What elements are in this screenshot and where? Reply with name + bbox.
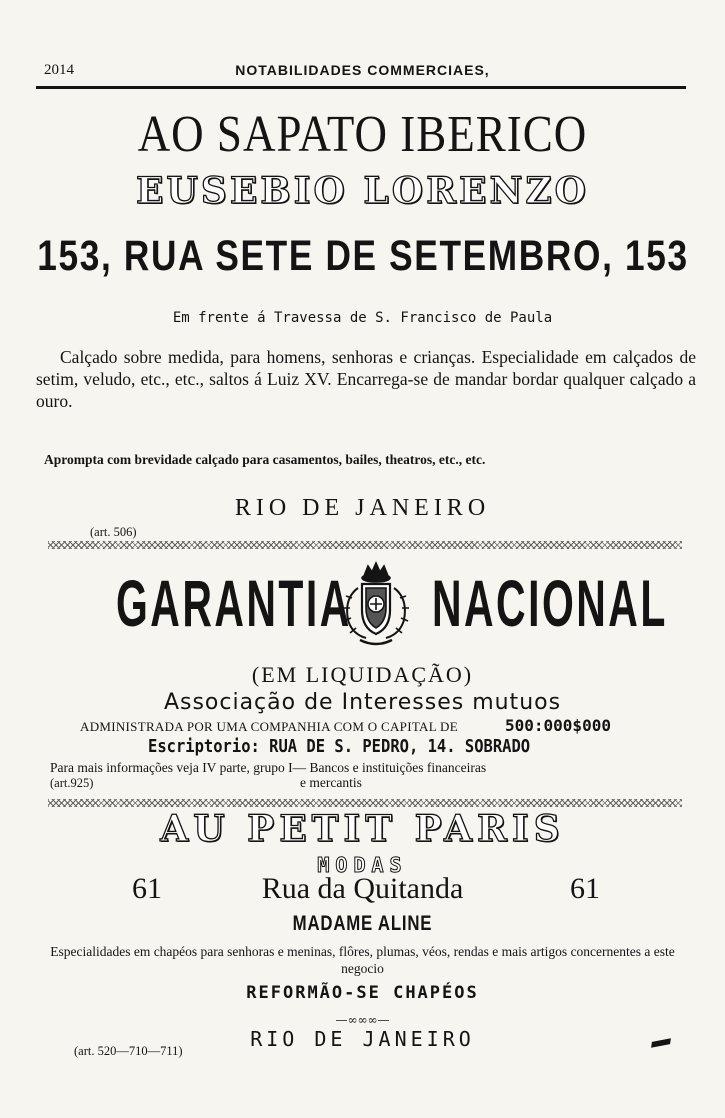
sapato-ad-title: AO SAPATO IBERICO	[137, 105, 588, 163]
garantia-ad-info-continued: e mercantis	[300, 775, 362, 790]
petit-paris-ad-madame: MADAME ALINE	[292, 912, 433, 935]
ornament-divider: —∞∞∞—	[335, 1013, 390, 1027]
sapato-ad-ref: (art. 506)	[90, 525, 137, 539]
garantia-ad-admin-line: ADMINISTRADA POR UMA COMPANHIA COM O CAPITAL DE	[80, 719, 458, 734]
garantia-ad-association: Associação de Interesses mutuos	[163, 690, 562, 715]
header-rule	[36, 86, 686, 89]
petit-paris-ad-ref: (art. 520—710—711)	[74, 1044, 183, 1058]
garantia-ad-subtitle: (EM LIQUIDAÇÃO)	[251, 662, 474, 687]
sapato-ad-location-note: Em frente á Travessa de S. Francisco de Paula	[172, 310, 553, 326]
petit-paris-ad-city: RIO DE JANEIRO	[250, 1027, 475, 1051]
running-header-title: NOTABILIDADES COMMERCIAES,	[235, 62, 490, 78]
petit-paris-ad-title: AU PETIT PARIS	[160, 808, 565, 850]
sapato-ad-owner: EUSEBIO LORENZO	[135, 170, 589, 212]
garantia-ad-ref: (art.925)	[50, 776, 94, 790]
petit-paris-ad-reform: REFORMÃO-SE CHAPÉOS	[246, 983, 479, 1003]
sapato-ad-body: Calçado sobre medida, para homens, senhoras e crianças. Especialidade em calçados de setim, veludo, etc., etc., saltos á Luiz XV. Encarrega-se de mandar bordar qualquer calçado a ouro.	[36, 347, 696, 411]
sapato-ad-city: RIO DE JANEIRO	[234, 495, 491, 521]
page-number: 2014	[44, 62, 74, 78]
garantia-ad-info: Para mais informações veja IV parte, grupo I— Bancos e instituições financeiras	[50, 760, 487, 775]
petit-paris-ad-address	[0, 872, 725, 912]
garantia-ad-capital: 500:000$000	[505, 716, 611, 735]
petit-paris-ad-modas: MODAS	[317, 853, 408, 877]
garantia-ad-office: Escriptorio: RUA DE S. PEDRO, 14. SOBRADO	[148, 736, 531, 757]
address-number-right: 61	[570, 872, 600, 905]
wavy-divider	[48, 541, 682, 549]
garantia-ad-word1: GARANTIA	[116, 566, 352, 640]
wavy-divider	[48, 799, 682, 807]
address-street: Rua da Quitanda	[261, 872, 464, 905]
petit-paris-ad-specialties: Especialidades em chapéos para senhoras e meninas, flôres, plumas, véos, rendas e mais artigos concernentes a este negocio	[50, 944, 675, 976]
address-number-left: 61	[132, 872, 162, 905]
garantia-ad-word2: NACIONAL	[432, 566, 668, 640]
coat-of-arms-icon	[334, 558, 418, 648]
sapato-ad-address: 153, RUA SETE DE SETEMBRO, 153	[37, 232, 689, 280]
sapato-ad-prompt-line: Aprompta com brevidade calçado para casamentos, bailes, theatros, etc., etc.	[44, 452, 486, 467]
